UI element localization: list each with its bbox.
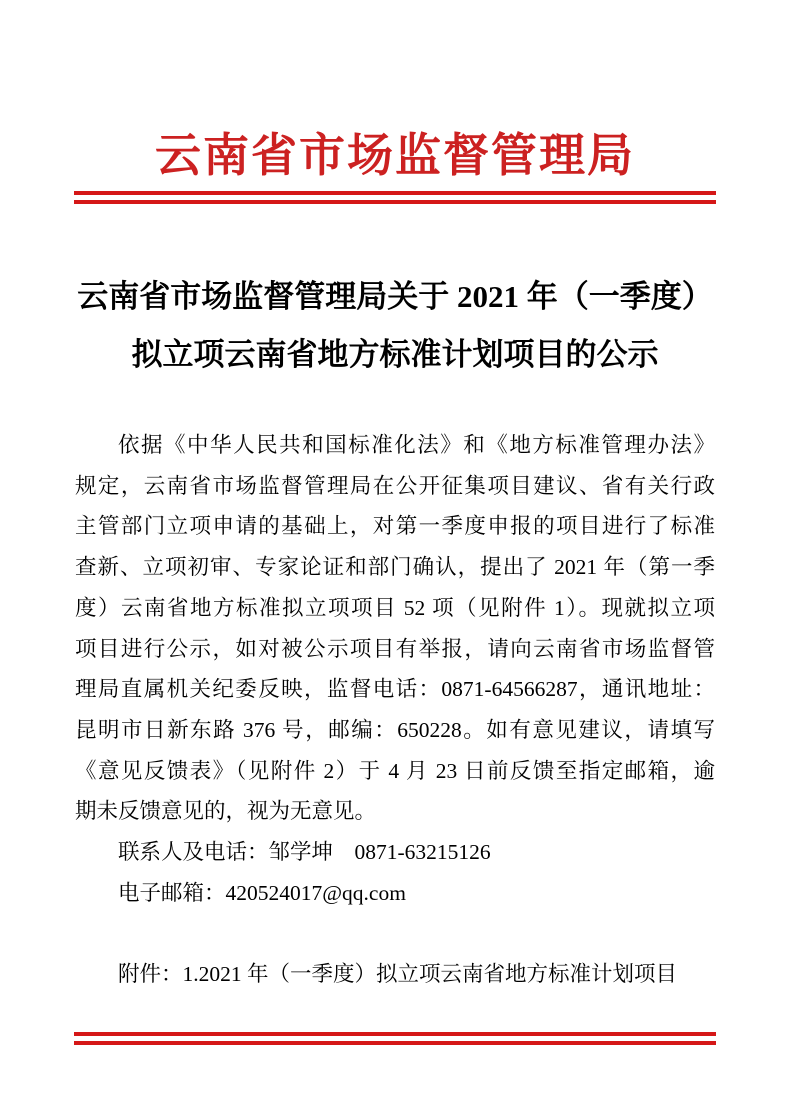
body-line: 依据《中华人民共和国标准化法》和《地方标准管理办法》 xyxy=(118,433,715,457)
document-title xyxy=(40,268,750,384)
body-line: 昆明市日新东路 376 号，邮编：650228。如有意见建议，请填写 xyxy=(75,717,715,742)
footer-rule-thin xyxy=(74,1041,716,1045)
body-line: 规定，云南省市场监督管理局在公开征集项目建议、省有关行政 xyxy=(75,473,715,498)
body-line: 期未反馈意见的，视为无意见。 xyxy=(75,799,377,824)
header-double-rule xyxy=(74,191,716,204)
document-title-line1: 云南省市场监督管理局关于 2021 年（一季度） xyxy=(77,279,713,314)
body-line: 度）云南省地方标准拟立项项目 52 项（见附件 1）。现就拟立项 xyxy=(75,595,715,620)
email-line: 电子邮箱：420524017@qq.com xyxy=(118,880,406,905)
footer-rule-thick xyxy=(74,1032,716,1036)
document-title-line2: 拟立项云南省地方标准计划项目的公示 xyxy=(131,337,659,372)
body-line: 主管部门立项申请的基础上，对第一季度申报的项目进行了标准 xyxy=(75,514,715,539)
footer-double-rule xyxy=(74,1032,716,1045)
header-rule-thin xyxy=(74,200,716,204)
header-rule-thick xyxy=(74,191,716,195)
attachment-line: 附件：1.2021 年（一季度）拟立项云南省地方标准计划项目 xyxy=(118,962,678,987)
letterhead-title: 云南省市场监督管理局 xyxy=(155,130,635,181)
body-line: 理局直属机关纪委反映，监督电话：0871-64566287，通讯地址： xyxy=(75,677,715,702)
body-line: 《意见反馈表》（见附件 2）于 4 月 23 日前反馈至指定邮箱，逾 xyxy=(75,758,715,783)
body-line: 查新、立项初审、专家论证和部门确认，提出了 2021 年（第一季 xyxy=(75,555,715,580)
contact-line: 联系人及电话：邹学坤 0871-63215126 xyxy=(118,840,491,865)
body-line: 项目进行公示，如对被公示项目有举报，请向云南省市场监督管 xyxy=(75,636,715,661)
blank-line xyxy=(75,913,715,954)
body-paragraph xyxy=(75,425,715,995)
